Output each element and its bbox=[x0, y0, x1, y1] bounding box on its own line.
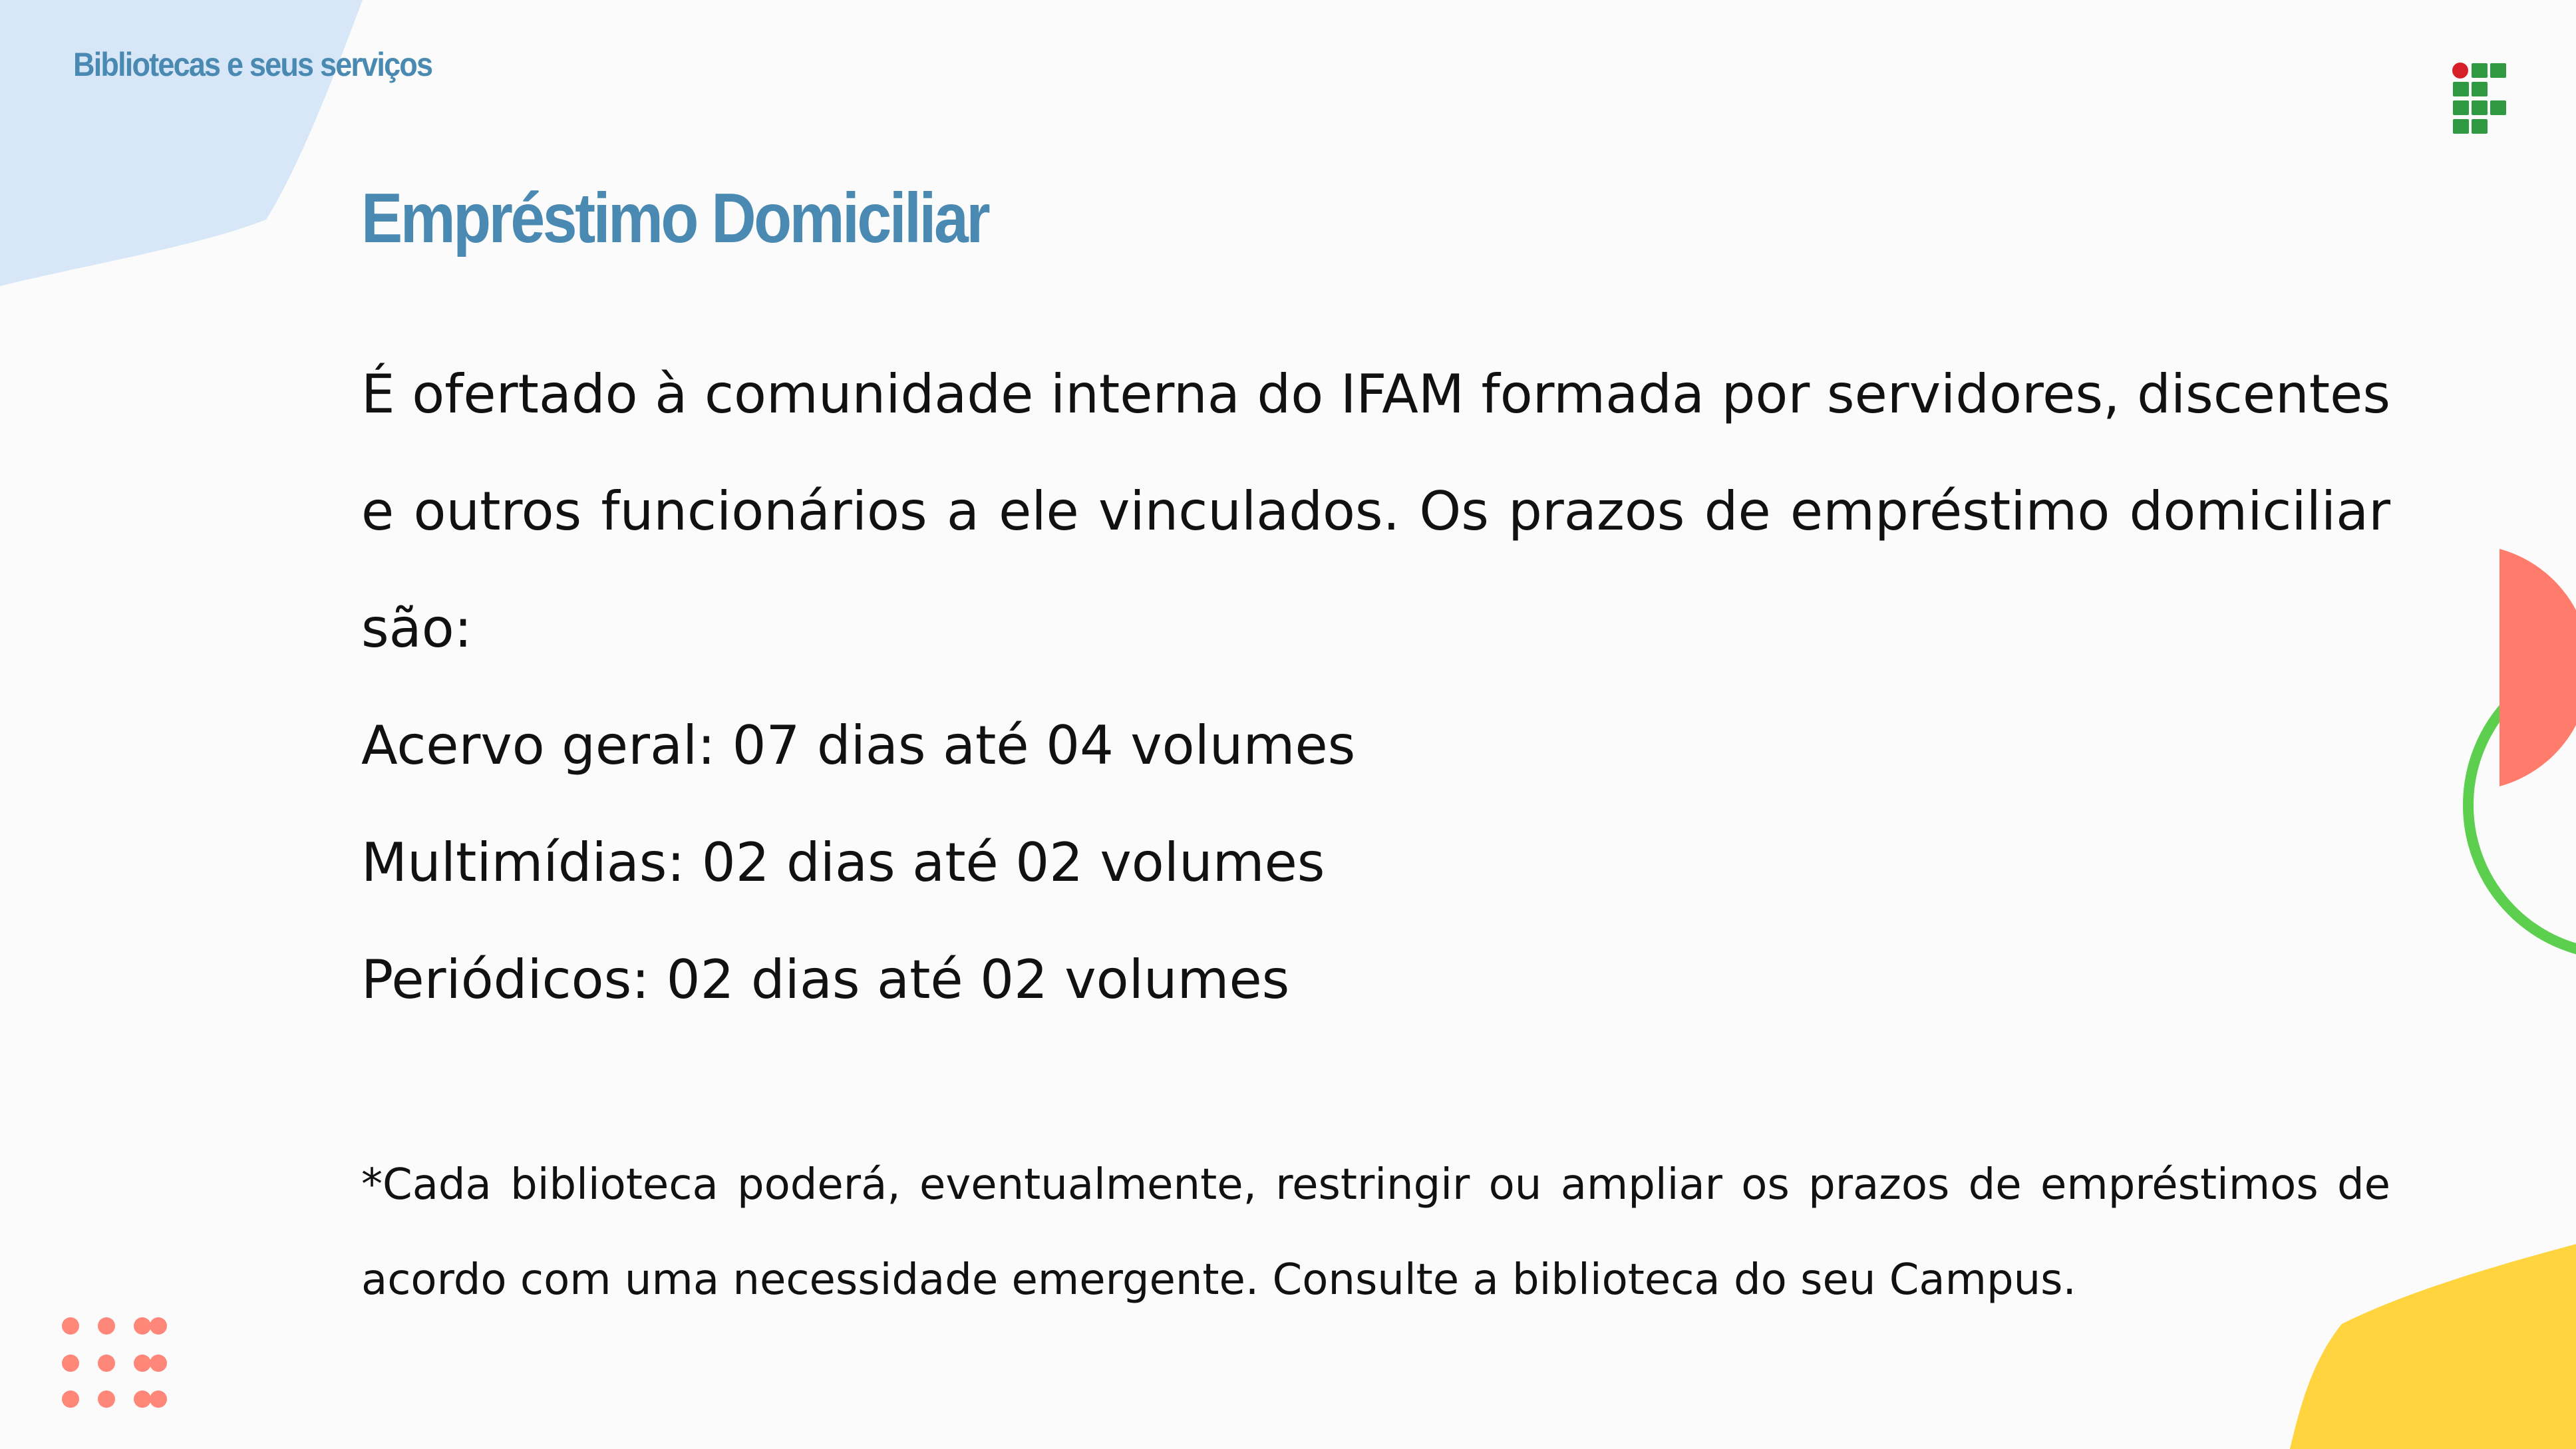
intro-paragraph: É ofertado à comunidade interna do IFAM formada por servidores, discentes e outros funcionários a ele vinculados. Os prazos de empréstimo domiciliar são: bbox=[361, 363, 2390, 659]
loan-item-multimedia: Multimídias: 02 dias até 02 volumes bbox=[361, 832, 1325, 893]
page-title: Empréstimo Domiciliar bbox=[361, 179, 989, 257]
loan-item-periodicals: Periódicos: 02 dias até 02 volumes bbox=[361, 949, 1290, 1011]
loan-periods-list bbox=[361, 687, 2390, 1039]
content-body bbox=[361, 336, 2390, 1039]
footnote: *Cada biblioteca poderá, eventualmente, restringir ou ampliar os prazos de empréstimos de acordo com uma necessidade emergente. Consulte a biblioteca do seu Campus. bbox=[361, 1160, 2390, 1305]
blue-blob-shape bbox=[0, 0, 363, 286]
coral-half-circle-shape bbox=[2499, 549, 2576, 786]
institution-logo-icon bbox=[2452, 62, 2511, 142]
loan-item-general: Acervo geral: 07 dias até 04 volumes bbox=[361, 715, 1356, 776]
dot-grid-decoration bbox=[62, 1317, 167, 1408]
section-label: Bibliotecas e seus serviços bbox=[73, 46, 432, 83]
